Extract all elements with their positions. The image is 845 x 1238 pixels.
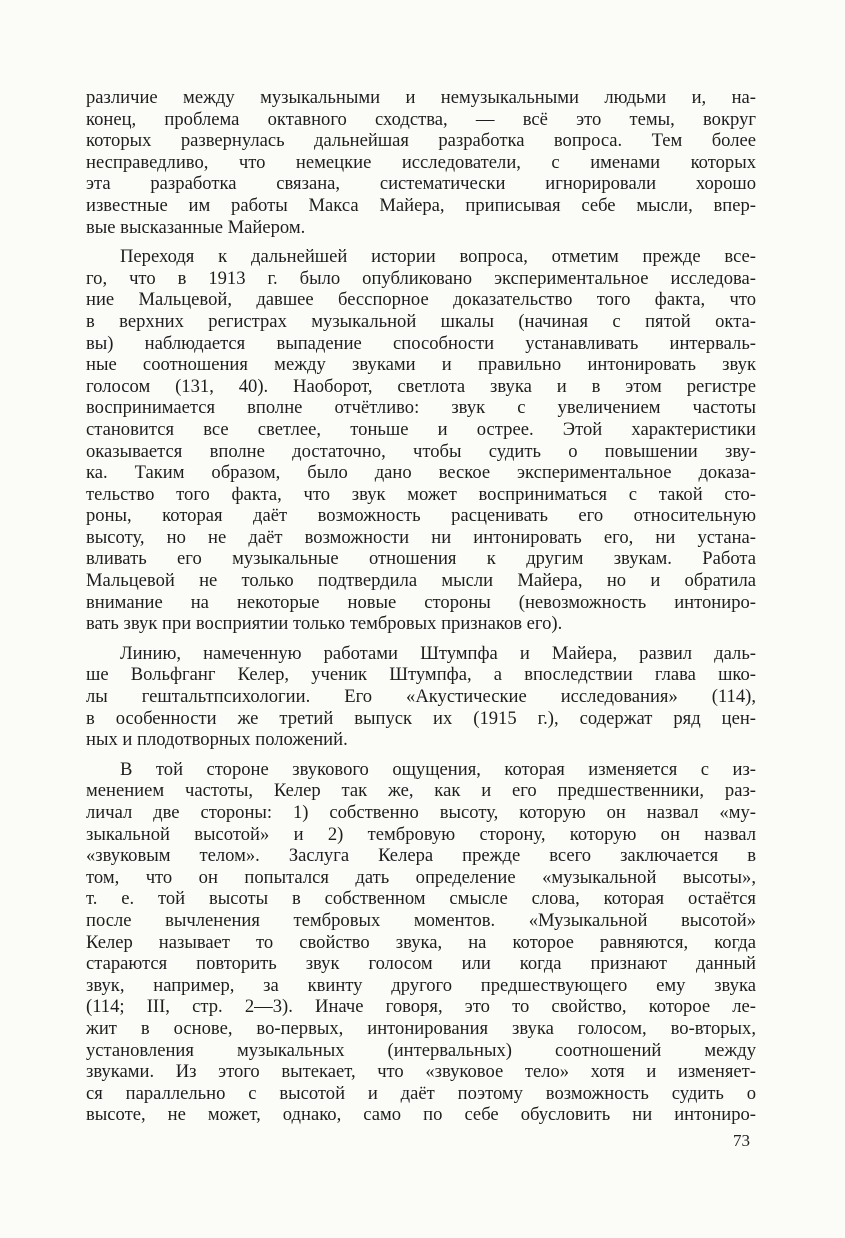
- page-number: 73: [733, 1131, 750, 1150]
- text-line: ные соотношения между звуками и правильно интонировать звук: [86, 354, 756, 376]
- text-line: тельство того факта, что звук может восприниматься с такой сто-: [86, 483, 756, 505]
- text-line: звук, например, за квинту другого предшествующего ему звука: [86, 974, 756, 996]
- text-line: роны, которая даёт возможность расценивать его относительную: [86, 505, 756, 527]
- text-line: конец, проблема октавного сходства, — всё это темы, вокруг: [86, 108, 756, 130]
- text-line: которых развернулась дальнейшая разработка вопроса. Тем более: [86, 130, 756, 152]
- text-line: оказывается вполне достаточно, чтобы судить о повышении зву-: [86, 440, 756, 462]
- paragraph-4: [86, 759, 756, 1126]
- text-line: вые высказанные Майером.: [86, 216, 306, 238]
- text-line: том, что он попытался дать определение «музыкальной высоты»,: [86, 866, 756, 888]
- text-line: известные им работы Макса Майера, приписывая себе мысли, впер-: [86, 194, 756, 216]
- text-line: ше Вольфганг Келер, ученик Штумпфа, а впоследствии глава шко-: [86, 664, 756, 686]
- text-line: высоту, но не даёт возможности ни интонировать его, ни устана-: [86, 526, 756, 548]
- paragraph-2: [86, 246, 756, 635]
- text-line: жит в основе, во-первых, интонирования звука голосом, во-вторых,: [86, 1017, 756, 1039]
- text-line: ных и плодотворных положений.: [86, 729, 348, 751]
- text-line: различие между музыкальными и немузыкальными людьми и, на-: [86, 87, 756, 108]
- text-line: установления музыкальных (интервальных) соотношений между: [86, 1039, 756, 1061]
- text-line: внимание на некоторые новые стороны (невозможность интониро-: [86, 591, 756, 613]
- text-line: зыкальной высотой» и 2) тембровую сторону, которую он назвал: [86, 823, 756, 845]
- text-line: несправедливо, что немецкие исследователи, с именами которых: [86, 151, 756, 173]
- text-line: Переходя к дальнейшей истории вопроса, отметим прежде все-: [120, 246, 756, 268]
- text-line: Линию, намеченную работами Штумпфа и Майера, развил даль-: [120, 642, 756, 664]
- text-line: менением частоты, Келер так же, как и его предшественники, раз-: [86, 780, 756, 802]
- text-line: эта разработка связана, систематически игнорировали хорошо: [86, 173, 756, 195]
- text-line: (114; III, стр. 2—3). Иначе говоря, это то свойство, которое ле-: [86, 996, 756, 1018]
- paragraph-3: [86, 643, 756, 751]
- text-line: «звуковым телом». Заслуга Келера прежде всего заключается в: [86, 845, 756, 867]
- paragraph-1: [86, 87, 756, 238]
- text-line: вать звук при восприятии только тембровых признаков его).: [86, 613, 563, 635]
- text-line: т. е. той высоты в собственном смысле слова, которая остаётся: [86, 888, 756, 910]
- text-line: го, что в 1913 г. было опубликовано экспериментальное исследова-: [86, 267, 756, 289]
- text-line: стараются повторить звук голосом или когда признают данный: [86, 953, 756, 975]
- text-line: В той стороне звукового ощущения, которая изменяется с из-: [120, 758, 756, 780]
- page-body: [86, 87, 756, 1126]
- text-line: в верхних регистрах музыкальной шкалы (начиная с пятой окта-: [86, 310, 756, 332]
- text-line: ка. Таким образом, было дано веское экспериментальное доказа-: [86, 462, 756, 484]
- text-line: Келер называет то свойство звука, на которое равняются, когда: [86, 931, 756, 953]
- text-line: ся параллельно с высотой и даёт поэтому возможность судить о: [86, 1082, 756, 1104]
- text-line: становится все светлее, тоньше и острее. Этой характеристики: [86, 418, 756, 440]
- text-line: высоте, не может, однако, само по себе обусловить ни интониро-: [86, 1104, 756, 1126]
- text-line: ние Мальцевой, давшее бесспорное доказательство того факта, что: [86, 289, 756, 311]
- text-line: личал две стороны: 1) собственно высоту, которую он назвал «му-: [86, 802, 756, 823]
- text-line: в особенности же третий выпуск их (1915 г.), содержат ряд цен-: [86, 707, 756, 729]
- text-line: звуками. Из этого вытекает, что «звуковое тело» хотя и изменяет-: [86, 1061, 756, 1083]
- text-line: лы гештальтпсихологии. Его «Акустические исследования» (114),: [86, 686, 756, 708]
- text-line: Мальцевой не только подтвердила мысли Майера, но и обратила: [86, 570, 756, 592]
- text-line: голосом (131, 40). Наоборот, светлота звука и в этом регистре: [86, 375, 756, 397]
- text-line: вливать его музыкальные отношения к другим звукам. Работа: [86, 548, 756, 570]
- text-line: вы) наблюдается выпадение способности устанавливать интерваль-: [86, 332, 756, 354]
- text-line: воспринимается вполне отчётливо: звук с увеличением частоты: [86, 397, 756, 419]
- text-line: после вычленения тембровых моментов. «Музыкальной высотой»: [86, 909, 756, 931]
